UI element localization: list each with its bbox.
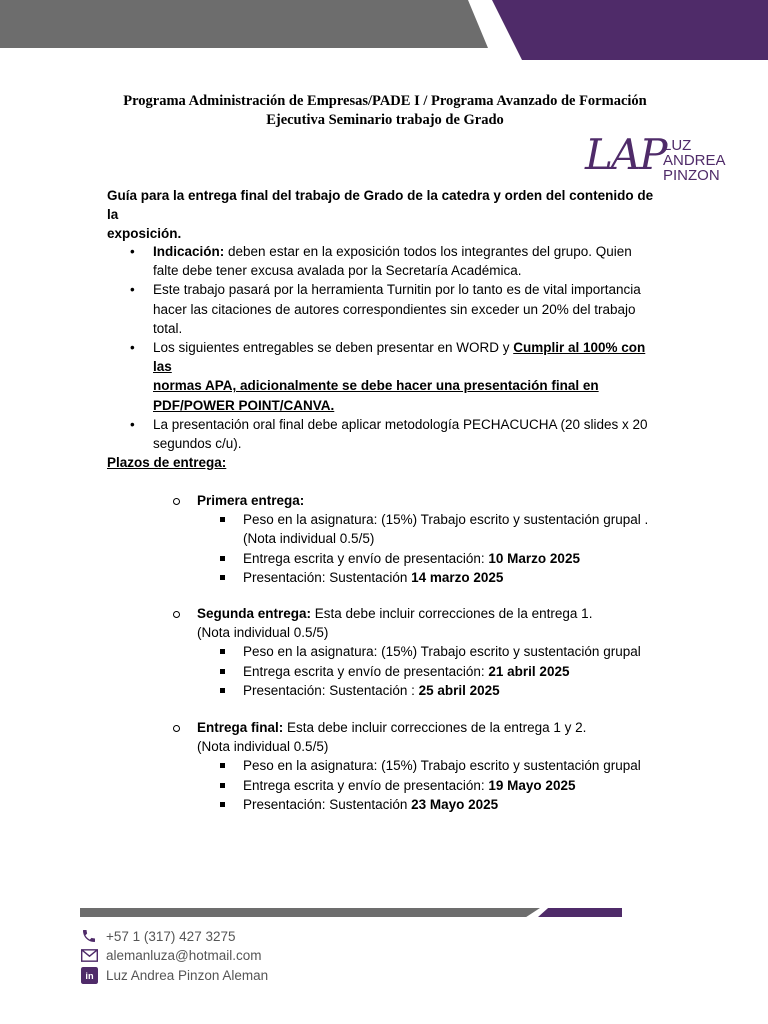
contact-linkedin — [80, 965, 268, 985]
stage-note: (Nota individual 0.5/5) — [197, 739, 329, 755]
circle-bullet-icon — [173, 725, 180, 732]
footer-gray-band — [80, 908, 540, 917]
circle-bullet-icon — [173, 498, 180, 505]
square-bullet-icon — [220, 783, 225, 788]
document-title — [60, 92, 710, 130]
list-item — [107, 242, 667, 280]
bullet-emphasis: Cumplir al 100% con las — [153, 340, 646, 375]
svg-text:in: in — [84, 970, 94, 981]
deadline-stage-final — [173, 718, 693, 814]
stage-heading — [173, 604, 693, 642]
stage-title: Segunda entrega: — [197, 606, 312, 621]
deadline-stage-second — [173, 604, 693, 700]
stage-title: Entrega final: — [197, 720, 284, 735]
logo-name-line-3: PINZON — [663, 167, 720, 184]
item-date: 25 abril 2025 — [418, 682, 500, 698]
phone-icon — [80, 927, 98, 945]
title-line-2: Ejecutiva Seminario trabajo de Grado — [266, 112, 504, 128]
bullet-icon: • — [130, 282, 135, 298]
item-text: Entrega escrita y envío de presentación: — [243, 663, 489, 679]
stage-title: Primera entrega: — [197, 493, 305, 508]
header-gray-band — [0, 0, 488, 48]
stage-description: Esta debe incluir correcciones de la entrega 1 y 2. — [283, 720, 587, 735]
item-text: Entrega escrita y envío de presentación: — [243, 777, 489, 793]
list-item — [243, 662, 693, 681]
stage-items — [173, 510, 693, 587]
logo-mark: LAP — [585, 130, 666, 179]
list-item — [243, 549, 693, 568]
list-item — [243, 776, 693, 795]
bullet-icon: • — [130, 244, 135, 259]
item-date: 10 Marzo 2025 — [488, 550, 580, 566]
square-bullet-icon — [220, 556, 225, 561]
bullet-icon: • — [130, 416, 135, 432]
intro-paragraph — [107, 186, 667, 244]
list-item — [107, 415, 667, 453]
bullet-label: Indicación: — [153, 244, 225, 259]
list-item — [107, 338, 667, 415]
logo-name — [663, 138, 726, 183]
list-item — [243, 681, 693, 700]
square-bullet-icon — [220, 669, 225, 674]
envelope-icon — [80, 946, 98, 964]
item-date: 23 Mayo 2025 — [411, 796, 499, 812]
item-text: Presentación: Sustentación — [243, 569, 412, 585]
bullet-text: Los siguientes entregables se deben presentar en WORD y — [153, 340, 514, 356]
square-bullet-icon — [220, 517, 225, 522]
bullet-text: Este trabajo pasará por la herramienta Turnitin por lo tanto es de vital importancia — [153, 282, 641, 298]
item-text: Entrega escrita y envío de presentación: — [243, 550, 489, 566]
square-bullet-icon — [220, 649, 225, 654]
bullet-text: segundos c/u). — [153, 436, 242, 452]
contact-phone — [80, 926, 235, 946]
bullet-icon: • — [130, 340, 135, 356]
bullet-text: total. — [153, 320, 183, 336]
stage-items — [173, 756, 693, 814]
list-item — [107, 280, 667, 338]
list-item — [243, 510, 693, 548]
item-date: 14 marzo 2025 — [411, 569, 504, 585]
linkedin-icon — [80, 966, 98, 984]
stage-heading — [173, 491, 693, 510]
intro-line-1: Guía para la entrega final del trabajo de Grado de la catedra y orden del contenido de la — [107, 188, 654, 223]
stage-heading — [173, 718, 693, 756]
square-bullet-icon — [220, 688, 225, 693]
logo-name-line-1: LUZ — [663, 137, 692, 154]
stage-description: Esta debe incluir correcciones de la entrega 1. — [311, 606, 593, 621]
stage-note: (Nota individual 0.5/5) — [197, 625, 329, 641]
stage-items — [173, 642, 693, 700]
bullet-text: La presentación oral final debe aplicar metodología PECHACUCHA (20 slides x 20 — [153, 416, 648, 432]
phone-number[interactable]: +57 1 (317) 427 3275 — [106, 928, 236, 944]
brand-logo — [585, 132, 745, 188]
bullet-text: falte debe tener excusa avalada por la Secretaría Académica. — [153, 263, 522, 279]
email-address[interactable]: alemanluza@hotmail.com — [106, 947, 262, 963]
bullet-text: hacer las citaciones de autores correspondientes sin exceder un 20% del trabajo — [153, 301, 636, 317]
square-bullet-icon — [220, 575, 225, 580]
list-item — [243, 795, 693, 814]
title-line-1: Programa Administración de Empresas/PADE I / Programa Avanzado de Formación — [123, 93, 647, 109]
square-bullet-icon — [220, 763, 225, 768]
header-purple-band — [492, 0, 768, 60]
intro-line-2: exposición. — [107, 226, 182, 242]
bullet-text: deben estar en la exposición todos los integrantes del grupo. Quien — [224, 244, 632, 259]
deadline-stage-first — [173, 491, 693, 587]
bullet-emphasis: PDF/POWER POINT/CANVA. — [153, 397, 335, 413]
square-bullet-icon — [220, 802, 225, 807]
item-date: 21 abril 2025 — [488, 663, 570, 679]
list-item — [243, 568, 693, 587]
deadlines-heading: Plazos de entrega: — [107, 455, 227, 470]
item-date: 19 Mayo 2025 — [488, 777, 576, 793]
item-text: (Nota individual 0.5/5) — [243, 531, 375, 547]
list-item — [243, 642, 693, 661]
footer-purple-band — [538, 908, 622, 917]
item-text: Presentación: Sustentación : — [243, 682, 419, 698]
circle-bullet-icon — [173, 611, 180, 618]
bullet-emphasis: normas APA, adicionalmente se debe hacer una presentación final en — [153, 378, 599, 394]
item-text: Peso en la asignatura: (15%) Trabajo escrito y sustentación grupal . — [243, 512, 649, 528]
instructions-list — [107, 242, 667, 453]
item-text: Presentación: Sustentación — [243, 796, 412, 812]
linkedin-name[interactable]: Luz Andrea Pinzon Aleman — [106, 967, 269, 983]
item-text: Peso en la asignatura: (15%) Trabajo escrito y sustentación grupal — [243, 758, 641, 774]
header-bands — [0, 0, 768, 60]
logo-name-line-2: ANDREA — [663, 152, 726, 169]
item-text: Peso en la asignatura: (15%) Trabajo escrito y sustentación grupal — [243, 644, 641, 660]
list-item — [243, 756, 693, 775]
contact-email — [80, 945, 262, 965]
